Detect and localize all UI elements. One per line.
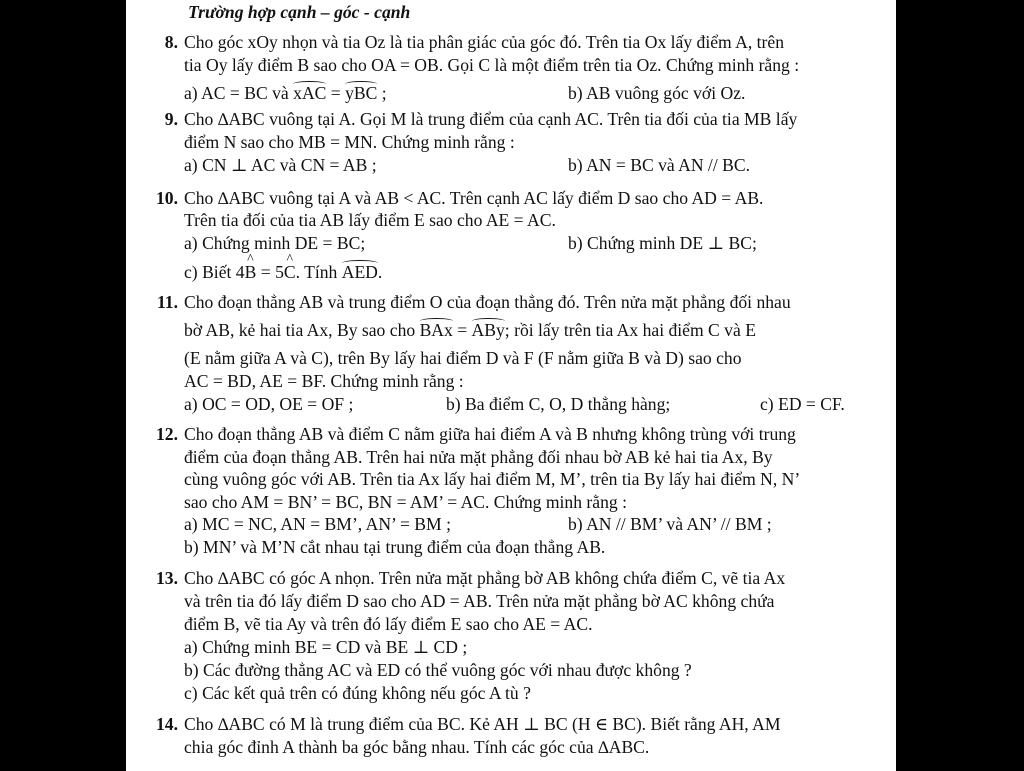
problem-11-line-2 xyxy=(184,322,756,340)
problem-12-part-c: b) MN’ và M’N cắt nhau tại trung điểm của đoạn thẳng AB. xyxy=(184,537,606,557)
problem-11-line-3: (E nằm giữa A và C), trên By lấy hai điểm D và F (F nằm giữa B và D) sao cho xyxy=(184,348,742,368)
problem-13-line-3: điểm B, vẽ tia Ay và trên đó lấy điểm E sao cho AE = AC. xyxy=(184,614,593,634)
equals-sign: = xyxy=(452,320,472,340)
angle-xAC: xAC xyxy=(293,83,327,103)
problem-8-line-2: tia Oy lấy điểm B sao cho OA = OB. Gọi C là một điểm trên tia Oz. Chứng minh rằng : xyxy=(184,55,800,75)
problem-11-line-1: Cho đoạn thẳng AB và trung điểm O của đoạn thẳng đó. Trên nửa mặt phẳng đối nhau xyxy=(184,292,791,312)
problem-10-part-b: b) Chứng minh DE ⊥ BC; xyxy=(568,233,757,253)
angle-yBC: yBC xyxy=(345,83,378,103)
document-page xyxy=(126,0,896,771)
problem-13-line-2: và trên tia đó lấy điểm D sao cho AD = AB. Trên nửa mặt phẳng bờ AC không chứa xyxy=(184,591,775,611)
problem-11-part-a: a) OC = OD, OE = OF ; xyxy=(184,394,354,414)
problem-10-part-c-text: c) Biết 4 xyxy=(184,262,245,282)
problem-8-number: 8. xyxy=(164,32,178,52)
problem-14-number: 14. xyxy=(156,714,178,734)
problem-11-line-2-text: bờ AB, kẻ hai tia Ax, By sao cho xyxy=(184,320,420,340)
problem-9-part-b: b) AN = BC và AN // BC. xyxy=(568,155,750,175)
problem-8-line-1: Cho góc xOy nhọn và tia Oz là tia phân giác của góc đó. Trên tia Ox lấy điểm A, trên xyxy=(184,32,785,52)
problem-12-line-3: cùng vuông góc với AB. Trên tia Ax lấy hai điểm M, M’, trên tia By lấy hai điểm N, N’ xyxy=(184,469,801,489)
equals-sign: = xyxy=(326,83,346,103)
part-c-end: . xyxy=(377,262,383,282)
problem-12-line-1: Cho đoạn thẳng AB và điểm C nằm giữa hai điểm A và B nhưng không trùng với trung xyxy=(184,424,796,444)
problem-13-number: 13. xyxy=(156,568,178,588)
problem-11-number: 11. xyxy=(156,292,178,312)
problem-14-line-1: Cho ∆ABC có M là trung điểm của BC. Kẻ AH ⊥ BC (H ∈ BC). Biết rằng AH, AM xyxy=(184,714,781,734)
problem-8-part-a xyxy=(184,85,387,103)
problem-11-part-c: c) ED = CF. xyxy=(760,394,845,414)
problem-12-line-4: sao cho AM = BN’ = BC, BN = AM’ = AC. Chứng minh rằng : xyxy=(184,492,627,512)
problem-12-number: 12. xyxy=(156,424,178,444)
part-a-end: ; xyxy=(377,83,387,103)
problem-10-part-a: a) Chứng minh DE = BC; xyxy=(184,233,366,253)
problem-13-line-1: Cho ∆ABC có góc A nhọn. Trên nửa mặt phẳng bờ AB không chứa điểm C, vẽ tia Ax xyxy=(184,568,786,588)
problem-10-part-c xyxy=(184,264,382,282)
problem-11-line-4: AC = BD, AE = BF. Chứng minh rằng : xyxy=(184,371,464,391)
compute-text: . Tính xyxy=(295,262,342,282)
problem-9-line-2: điểm N sao cho MB = MN. Chứng minh rằng : xyxy=(184,132,515,152)
problem-10-line-1: Cho ∆ABC vuông tại A và AB < AC. Trên cạnh AC lấy điểm D sao cho AD = AB. xyxy=(184,188,764,208)
angle-AED: AED xyxy=(341,262,378,282)
problem-10-line-2: Trên tia đối của tia AB lấy điểm E sao cho AE = AC. xyxy=(184,210,556,230)
angle-ABy: ABy xyxy=(471,320,505,340)
problem-8-part-b: b) AB vuông góc với Oz. xyxy=(568,83,746,103)
angle-C: ^ C xyxy=(284,264,296,282)
problem-8-part-a-text: a) AC = BC và xyxy=(184,83,294,103)
problem-12-line-2: điểm của đoạn thẳng AB. Trên hai nửa mặt phẳng đối nhau bờ AB kẻ hai tia Ax, By xyxy=(184,447,773,467)
problem-13-part-b: b) Các đường thẳng AC và ED có thể vuông góc với nhau được không ? xyxy=(184,660,692,680)
problem-13-part-c: c) Các kết quả trên có đúng không nếu góc A tù ? xyxy=(184,683,531,703)
line-2-end: ; rồi lấy trên tia Ax hai điểm C và E xyxy=(504,320,756,340)
section-heading: Trường hợp cạnh – góc - cạnh xyxy=(188,2,411,22)
problem-11-part-b: b) Ba điểm C, O, D thẳng hàng; xyxy=(446,394,671,414)
problem-9-number: 9. xyxy=(164,109,178,129)
problem-9-line-1: Cho ∆ABC vuông tại A. Gọi M là trung điểm của cạnh AC. Trên tia đối của tia MB lấy xyxy=(184,109,798,129)
problem-12-part-a: a) MC = NC, AN = BM’, AN’ = BM ; xyxy=(184,514,451,534)
problem-14-line-2: chia góc đỉnh A thành ba góc bằng nhau. Tính các góc của ∆ABC. xyxy=(184,737,650,757)
equals-five: = 5 xyxy=(256,262,284,282)
problem-12-part-b: b) AN // BM’ và AN’ // BM ; xyxy=(568,514,772,534)
angle-B: ^ B xyxy=(245,264,257,282)
problem-10-number: 10. xyxy=(156,188,178,208)
angle-BAx: BAx xyxy=(419,320,453,340)
problem-13-part-a: a) Chứng minh BE = CD và BE ⊥ CD ; xyxy=(184,637,468,657)
problem-9-part-a: a) CN ⊥ AC và CN = AB ; xyxy=(184,155,377,175)
